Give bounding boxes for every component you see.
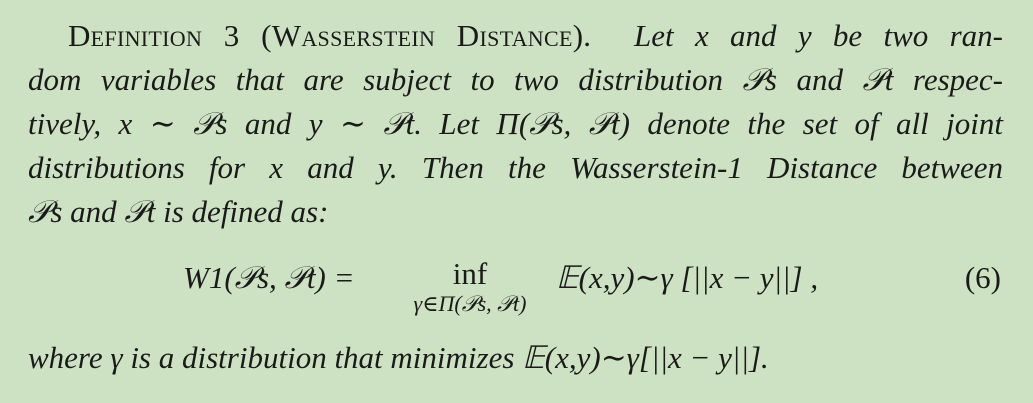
equation-lhs: W1(𝒫s, 𝒫t) =	[183, 260, 355, 295]
definition-line-5: 𝒫s and 𝒫t is defined as:	[28, 194, 329, 229]
infimum-operator: inf	[452, 256, 488, 291]
definition-heading: Definition 3 (Wasserstein Distance).	[68, 18, 592, 53]
equation-rhs: 𝔼(x,y)∼γ [||x − y||] ,	[556, 260, 819, 295]
equation-number: (6)	[964, 260, 1001, 295]
closing-sentence: where γ is a distribution that minimizes 𝔼(x,y)∼γ[||x − y||].	[28, 340, 769, 375]
definition-line-1	[28, 14, 1003, 58]
infimum-subscript: γ∈Π(𝒫s, 𝒫t)	[413, 291, 527, 316]
definition-line-4: distributions for x and y. Then the Wasserstein-1 Distance between	[28, 150, 1003, 185]
equation-infimum	[390, 256, 550, 316]
definition-line-3: tively, x ∼ 𝒫s and y ∼ 𝒫t. Let Π(𝒫s, 𝒫t) denote the set of all joint	[28, 106, 1003, 141]
definition-line-1-text: Let x and y be two ran-	[634, 18, 1003, 53]
display-equation	[0, 256, 1033, 326]
definition-line-2: dom variables that are subject to two distribution 𝒫s and 𝒫t respec-	[28, 62, 1003, 97]
definition-paragraph	[28, 14, 1003, 234]
